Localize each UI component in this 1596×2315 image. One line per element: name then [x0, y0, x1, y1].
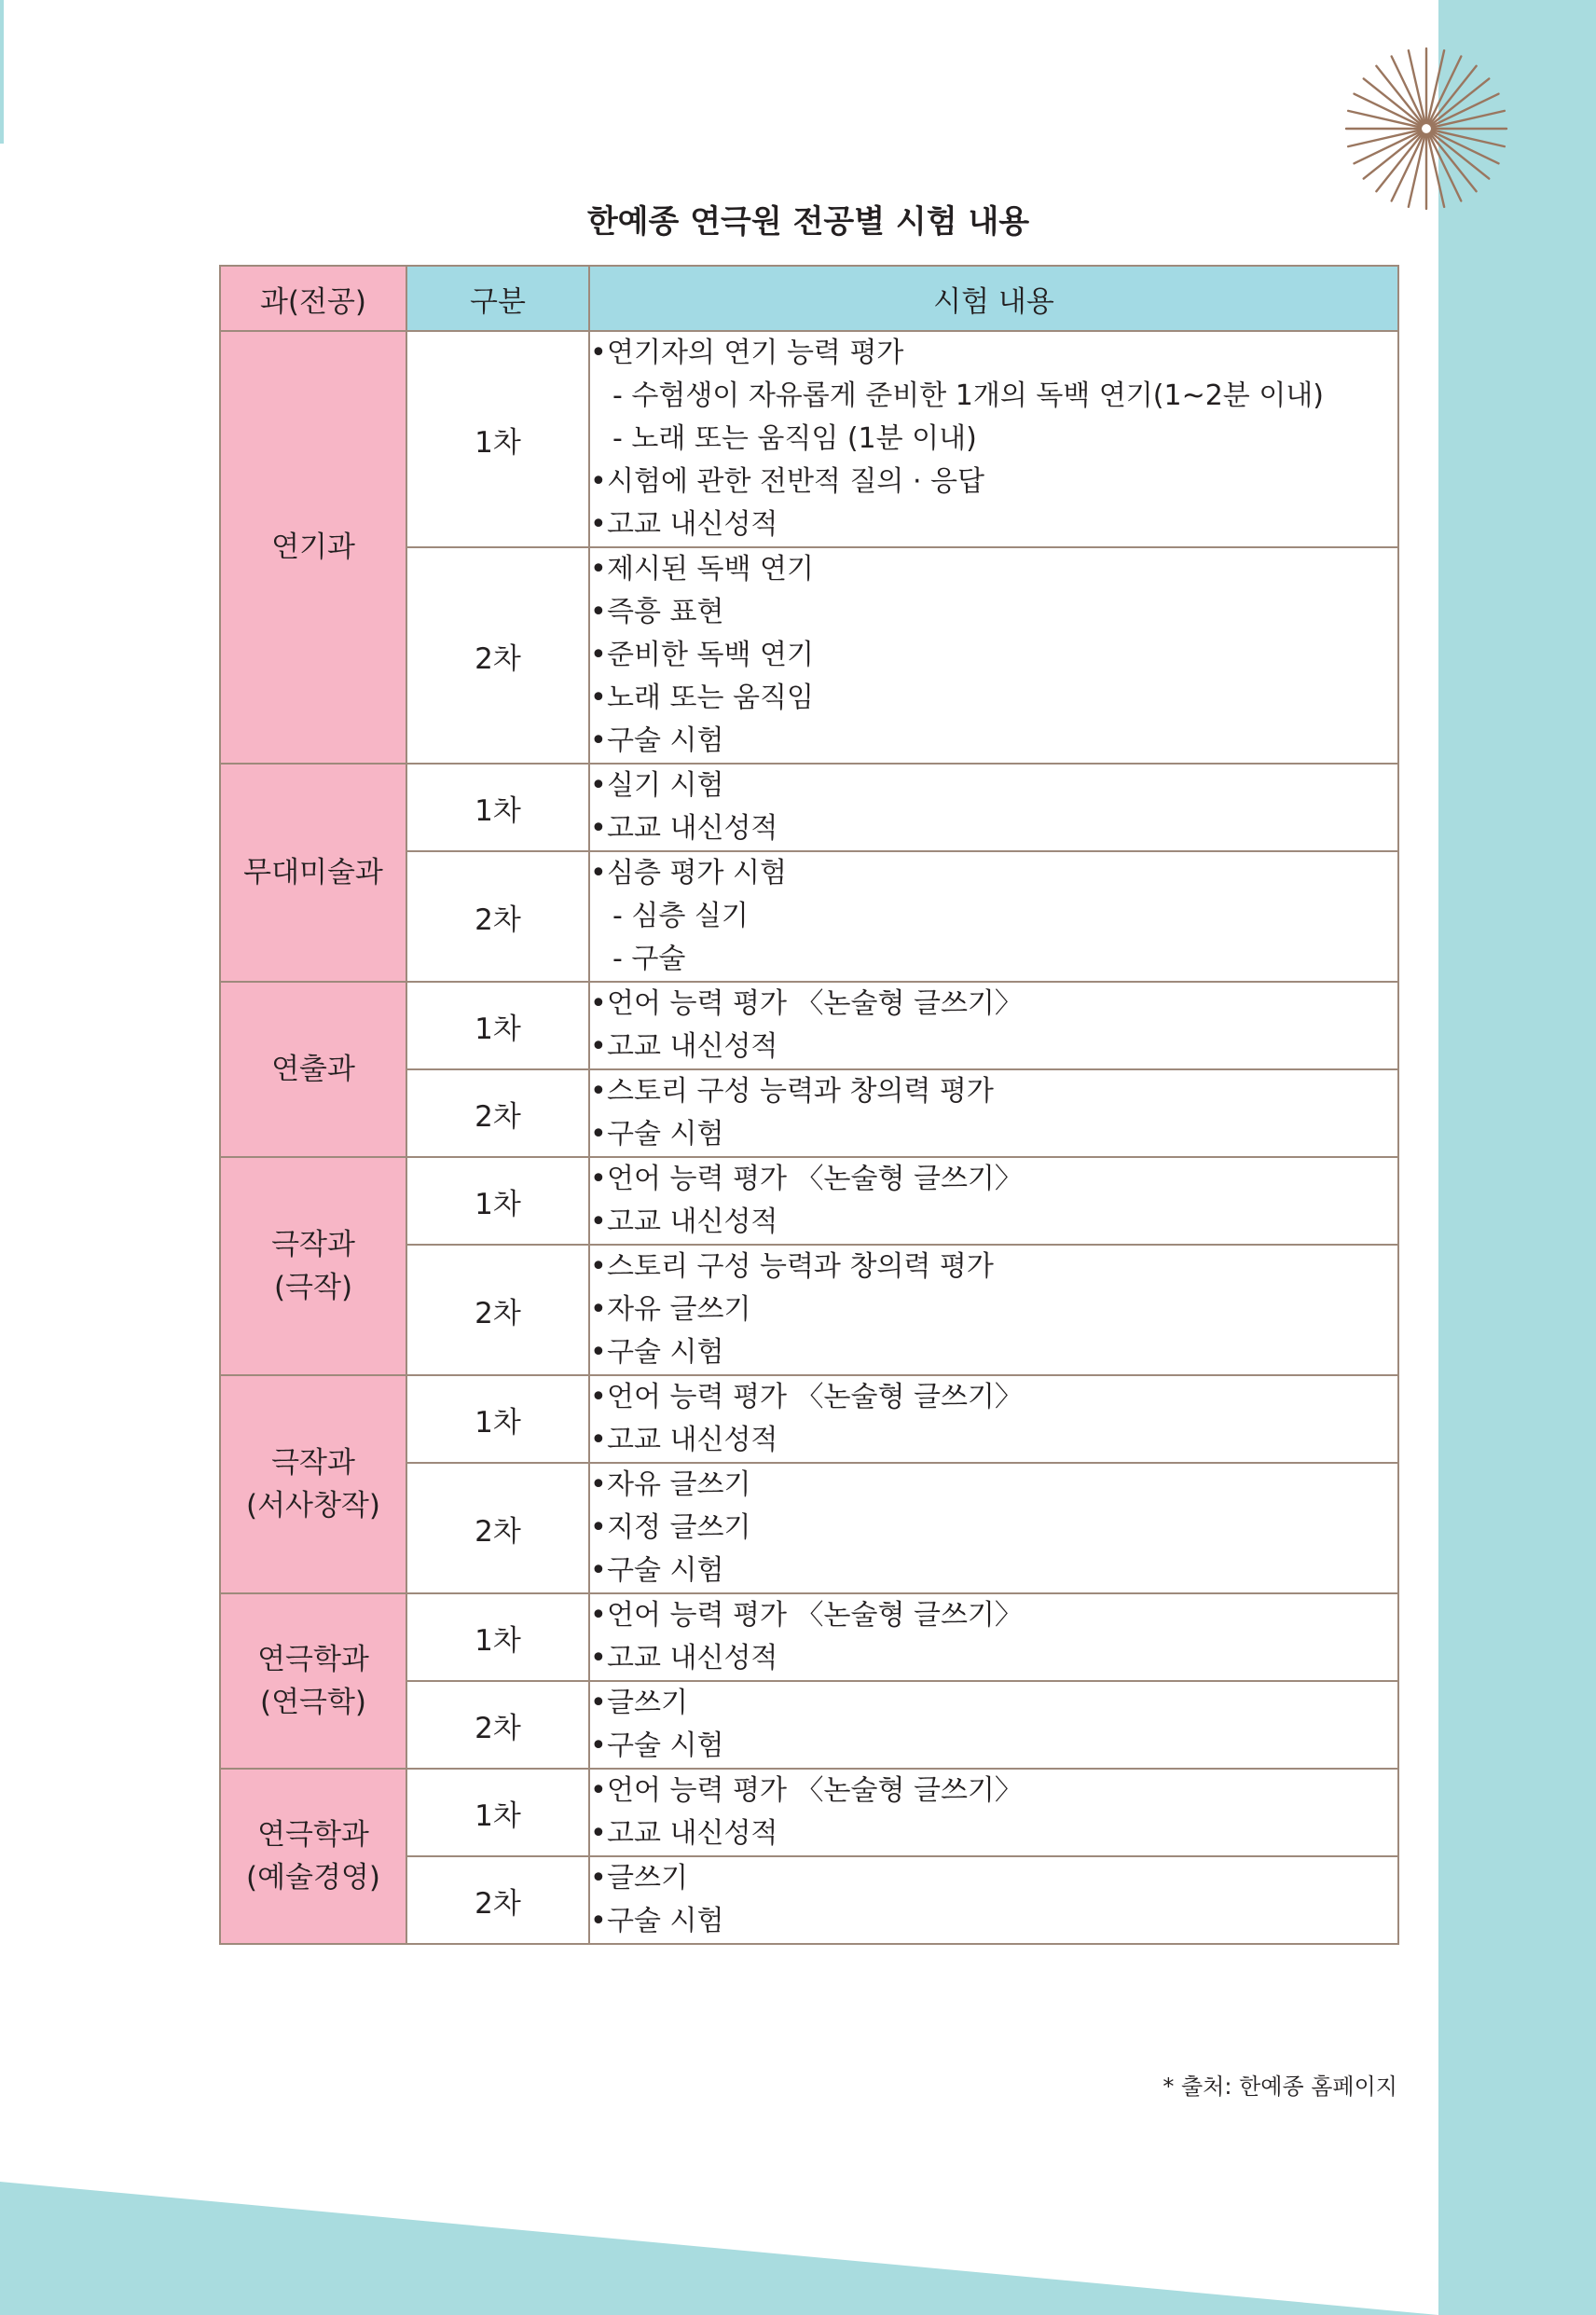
exam-item: • 언어 능력 평가 〈논술형 글쓰기〉	[590, 1376, 1397, 1419]
content-cell	[589, 1157, 1398, 1245]
content-cell	[589, 1769, 1398, 1856]
round-cell: 1차	[406, 764, 589, 851]
exam-item-list	[590, 332, 1397, 546]
major-cell	[220, 764, 406, 982]
content-cell	[589, 1463, 1398, 1593]
exam-item: • 노래 또는 움직임	[590, 677, 1397, 720]
exam-item: • 구술 시험	[590, 1725, 1397, 1768]
exam-item: • 자유 글쓰기	[590, 1464, 1397, 1507]
exam-subitem: - 구술	[612, 943, 686, 975]
major-cell	[220, 982, 406, 1157]
header-major: 과(전공)	[220, 266, 406, 331]
major-cell	[220, 1769, 406, 1944]
exam-item: • 즉흥 표현	[590, 591, 1397, 634]
exam-item: • 연기자의 연기 능력 평가	[590, 332, 1397, 375]
round-cell: 2차	[406, 1463, 589, 1593]
exam-item: • 고교 내신성적	[590, 1419, 1397, 1462]
major-label: 연기과	[271, 531, 355, 564]
major-label: (극작)	[273, 1271, 353, 1304]
exam-item: • 심층 평가 시험	[590, 852, 1397, 895]
table-row	[220, 1769, 1398, 1856]
major-cell	[220, 331, 406, 764]
exam-item: • 고교 내신성적	[590, 807, 1397, 850]
round-cell: 2차	[406, 1681, 589, 1769]
source-note: * 출처: 한예종 홈페이지	[1163, 2074, 1397, 2100]
exam-item-list	[590, 852, 1397, 981]
table-row	[220, 331, 1398, 547]
exam-item: • 언어 능력 평가 〈논술형 글쓰기〉	[590, 1158, 1397, 1201]
table-row	[220, 1593, 1398, 1681]
round-cell: 2차	[406, 1856, 589, 1944]
major-label: 무대미술과	[243, 856, 383, 889]
major-label: 연출과	[271, 1053, 355, 1086]
table-row	[220, 764, 1398, 851]
major-label: 극작과	[271, 1228, 355, 1261]
starburst-icon	[1342, 45, 1510, 213]
round-cell: 2차	[406, 547, 589, 764]
round-cell: 1차	[406, 1769, 589, 1856]
content-cell	[589, 1375, 1398, 1463]
major-label: (서사창작)	[246, 1489, 380, 1523]
major-label: (예술경영)	[246, 1861, 380, 1895]
exam-item: • 시험에 관한 전반적 질의 · 응답	[590, 461, 1397, 503]
exam-item-list	[590, 983, 1397, 1068]
major-cell	[220, 1593, 406, 1769]
table-row	[220, 1157, 1398, 1245]
exam-item-list	[590, 548, 1397, 763]
major-label: 극작과	[271, 1446, 355, 1480]
round-cell: 1차	[406, 1593, 589, 1681]
round-cell: 2차	[406, 1245, 589, 1375]
exam-item: • 준비한 독백 연기	[590, 634, 1397, 677]
exam-subitem: - 노래 또는 움직임 (1분 이내)	[612, 422, 977, 455]
content-cell	[589, 1856, 1398, 1944]
major-label: (연극학)	[259, 1686, 367, 1719]
exam-item: • 구술 시험	[590, 1900, 1397, 1943]
major-label: 연극학과	[257, 1818, 369, 1852]
table-row	[220, 1375, 1398, 1463]
page-title: 한예종 연극원 전공별 시험 내용	[586, 203, 1030, 241]
exam-item: • 지정 글쓰기	[590, 1507, 1397, 1550]
exam-item-list	[590, 1770, 1397, 1855]
exam-item-list	[590, 1682, 1397, 1768]
major-cell	[220, 1375, 406, 1593]
round-cell: 1차	[406, 331, 589, 547]
major-cell	[220, 1157, 406, 1375]
round-cell: 2차	[406, 851, 589, 982]
header-round: 구분	[406, 266, 589, 331]
exam-item: • 스토리 구성 능력과 창의력 평가	[590, 1070, 1397, 1113]
exam-item-list	[590, 1594, 1397, 1680]
exam-item: • 구술 시험	[590, 1331, 1397, 1374]
table-row	[220, 982, 1398, 1069]
exam-subitem: - 심층 실기	[612, 900, 749, 932]
exam-item: • 구술 시험	[590, 1550, 1397, 1592]
exam-table	[219, 265, 1399, 1945]
exam-item: • 글쓰기	[590, 1857, 1397, 1900]
exam-item: • 언어 능력 평가 〈논술형 글쓰기〉	[590, 1770, 1397, 1812]
exam-item-list	[590, 1857, 1397, 1943]
table-header-row	[220, 266, 1398, 331]
content-cell	[589, 764, 1398, 851]
exam-item: • 언어 능력 평가 〈논술형 글쓰기〉	[590, 983, 1397, 1026]
exam-item: • 고교 내신성적	[590, 1026, 1397, 1068]
exam-item: • 고교 내신성적	[590, 1201, 1397, 1244]
round-cell: 1차	[406, 1375, 589, 1463]
header-content: 시험 내용	[589, 266, 1398, 331]
exam-subitem: - 수험생이 자유롭게 준비한 1개의 독백 연기(1~2분 이내)	[612, 379, 1324, 412]
exam-item: • 스토리 구성 능력과 창의력 평가	[590, 1246, 1397, 1288]
exam-item: • 자유 글쓰기	[590, 1288, 1397, 1331]
content-cell	[589, 851, 1398, 982]
exam-item: • 글쓰기	[590, 1682, 1397, 1725]
round-cell: 1차	[406, 982, 589, 1069]
content-cell	[589, 547, 1398, 764]
round-cell: 2차	[406, 1069, 589, 1157]
major-label: 연극학과	[257, 1643, 369, 1676]
exam-item-list	[590, 765, 1397, 850]
round-cell: 1차	[406, 1157, 589, 1245]
content-cell	[589, 1681, 1398, 1769]
exam-item: • 구술 시험	[590, 1113, 1397, 1156]
content-cell	[589, 331, 1398, 547]
exam-item-list	[590, 1376, 1397, 1462]
exam-item: • 제시된 독백 연기	[590, 548, 1397, 591]
exam-item: • 고교 내신성적	[590, 503, 1397, 546]
exam-item-list	[590, 1158, 1397, 1244]
exam-item: • 고교 내신성적	[590, 1812, 1397, 1855]
exam-item: • 구술 시험	[590, 720, 1397, 763]
exam-item-list	[590, 1246, 1397, 1374]
content-cell	[589, 1069, 1398, 1157]
exam-item: • 고교 내신성적	[590, 1637, 1397, 1680]
exam-item: • 실기 시험	[590, 765, 1397, 807]
exam-item-list	[590, 1070, 1397, 1156]
content-cell	[589, 1593, 1398, 1681]
content-cell	[589, 982, 1398, 1069]
content-cell	[589, 1245, 1398, 1375]
exam-table-body	[220, 331, 1398, 1944]
exam-item-list	[590, 1464, 1397, 1592]
exam-item: • 언어 능력 평가 〈논술형 글쓰기〉	[590, 1594, 1397, 1637]
